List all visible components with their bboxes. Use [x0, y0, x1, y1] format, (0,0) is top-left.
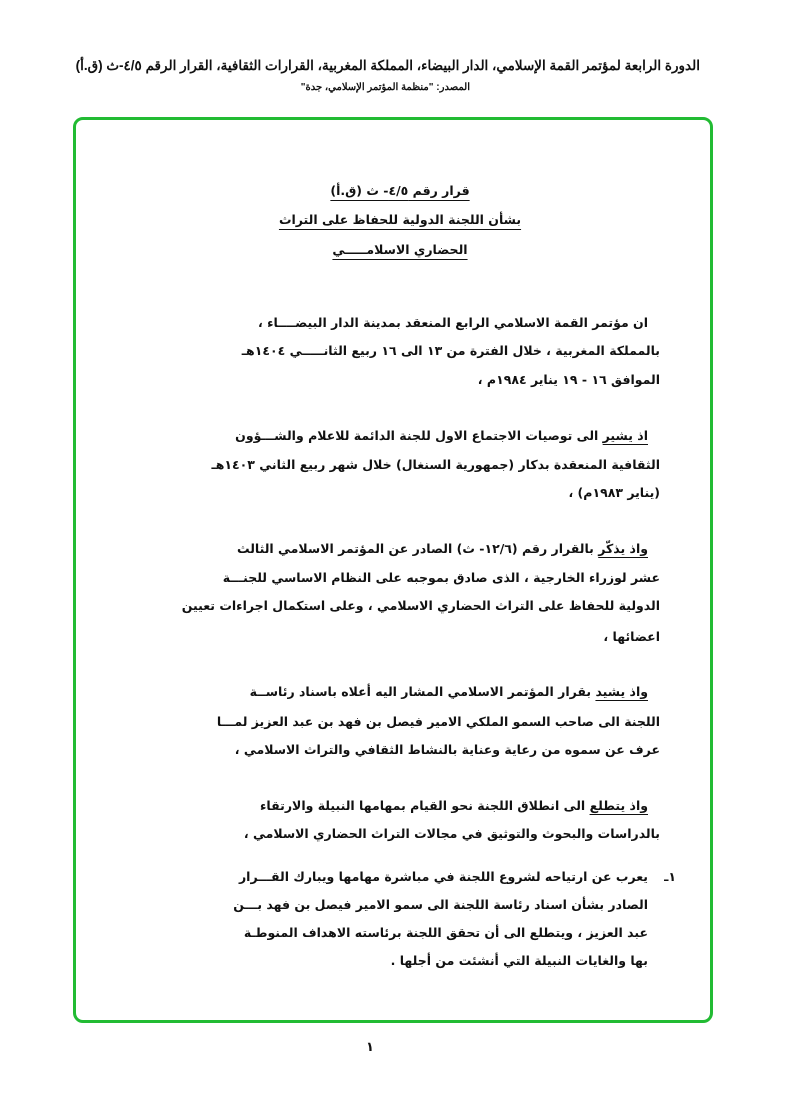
- paragraph-line: اذ يشير الى توصيات الاجتماع الاول للجنة الدائمة للاعلام والشـــؤون: [235, 428, 648, 443]
- paragraph-line: عرف عن سموه من رعاية وعناية بالنشاط الثقافي والتراث الاسلامي ،: [234, 742, 660, 757]
- paragraph-line: (يناير ١٩٨٣م) ،: [568, 485, 660, 500]
- paragraph-lead: واذ يشيد: [595, 684, 648, 699]
- resolution-subject-cont: الحضاري الاسلامـــــي: [332, 242, 468, 257]
- paragraph-line: عشر لوزراء الخارجية ، الذى صادق بموجبه على النظام الاساسي للجنـــة: [222, 570, 660, 585]
- document-source: المصدر: "منظمة المؤتمر الإسلامي، جدة": [300, 82, 470, 93]
- item-line: يعرب عن ارتياحه لشروع اللجنة في مباشرة مهامها ويبارك القـــرار: [238, 869, 648, 884]
- paragraph-line: اعضائها ،: [603, 629, 660, 644]
- paragraph-line: الدولية للحفاظ على التراث الحضاري الاسلامي ، وعلى استكمال اجراءات تعيين: [181, 598, 660, 613]
- item-line: بها والغايات النبيلة التي أنشئت من أجلها .: [390, 953, 648, 968]
- paragraph-lead: واذ يذكّر: [598, 541, 648, 556]
- paragraph-line: الموافق ١٦ - ١٩ يناير ١٩٨٤م ،: [477, 372, 660, 387]
- item-line: عبد العزيز ، ويتطلع الى أن تحقق اللجنة برئاسته الاهداف المنوطـة: [243, 925, 648, 940]
- resolution-subject: بشأن اللجنة الدولية للحفاظ على التراث: [278, 212, 522, 227]
- paragraph-lead: اذ يشير: [602, 428, 648, 443]
- page-number: ١: [366, 1040, 374, 1055]
- item-line: الصادر بشأن اسناد رئاسة اللجنة الى سمو الامير فيصل بن فهد بـــن: [233, 897, 648, 912]
- paragraph-lead: واذ يتطلع: [589, 798, 648, 813]
- paragraph-line: بالمملكة المغربية ، خلال الفترة من ١٣ الى ١٦ ربيع الثانـــــي ١٤٠٤هـ: [241, 343, 660, 358]
- paragraph-line: واذ يذكّر بالقرار رقم (١٢/٦- ث) الصادر عن المؤتمر الاسلامي الثالث: [236, 541, 648, 556]
- paragraph-line: الثقافية المنعقدة بدكار (جمهورية السنغال) خلال شهر ربيع الثاني ١٤٠٣هـ: [211, 457, 660, 472]
- paragraph-line: واذ يتطلع الى انطلاق اللجنة نحو القيام بمهامها النبيلة والارتقاء: [260, 798, 648, 813]
- paragraph-line: بالدراسات والبحوث والتوثيق في مجالات التراث الحضاري الاسلامي ،: [243, 826, 660, 841]
- paragraph-line: اللجنة الى صاحب السمو الملكي الامير فيصل بن فهد بن عبد العزيز لمـــا: [216, 714, 660, 729]
- item-number: ١ـ: [664, 869, 676, 884]
- paragraph-line: ان مؤتمر القمة الاسلامي الرابع المنعقد بمدينة الدار البيضــــاء ،: [257, 315, 648, 330]
- paragraph-line: واذ يشيد بقرار المؤتمر الاسلامي المشار اليه أعلاه باسناد رئاســة: [249, 684, 648, 699]
- document-header-title: الدورة الرابعة لمؤتمر القمة الإسلامي، الدار البيضاء، المملكة المغربية، القرارات الثقافية، القرار الرقم ٤/٥-ث (ق.أ): [75, 58, 700, 73]
- resolution-number: قرار رقم ٤/٥- ث (ق.أ): [330, 183, 470, 198]
